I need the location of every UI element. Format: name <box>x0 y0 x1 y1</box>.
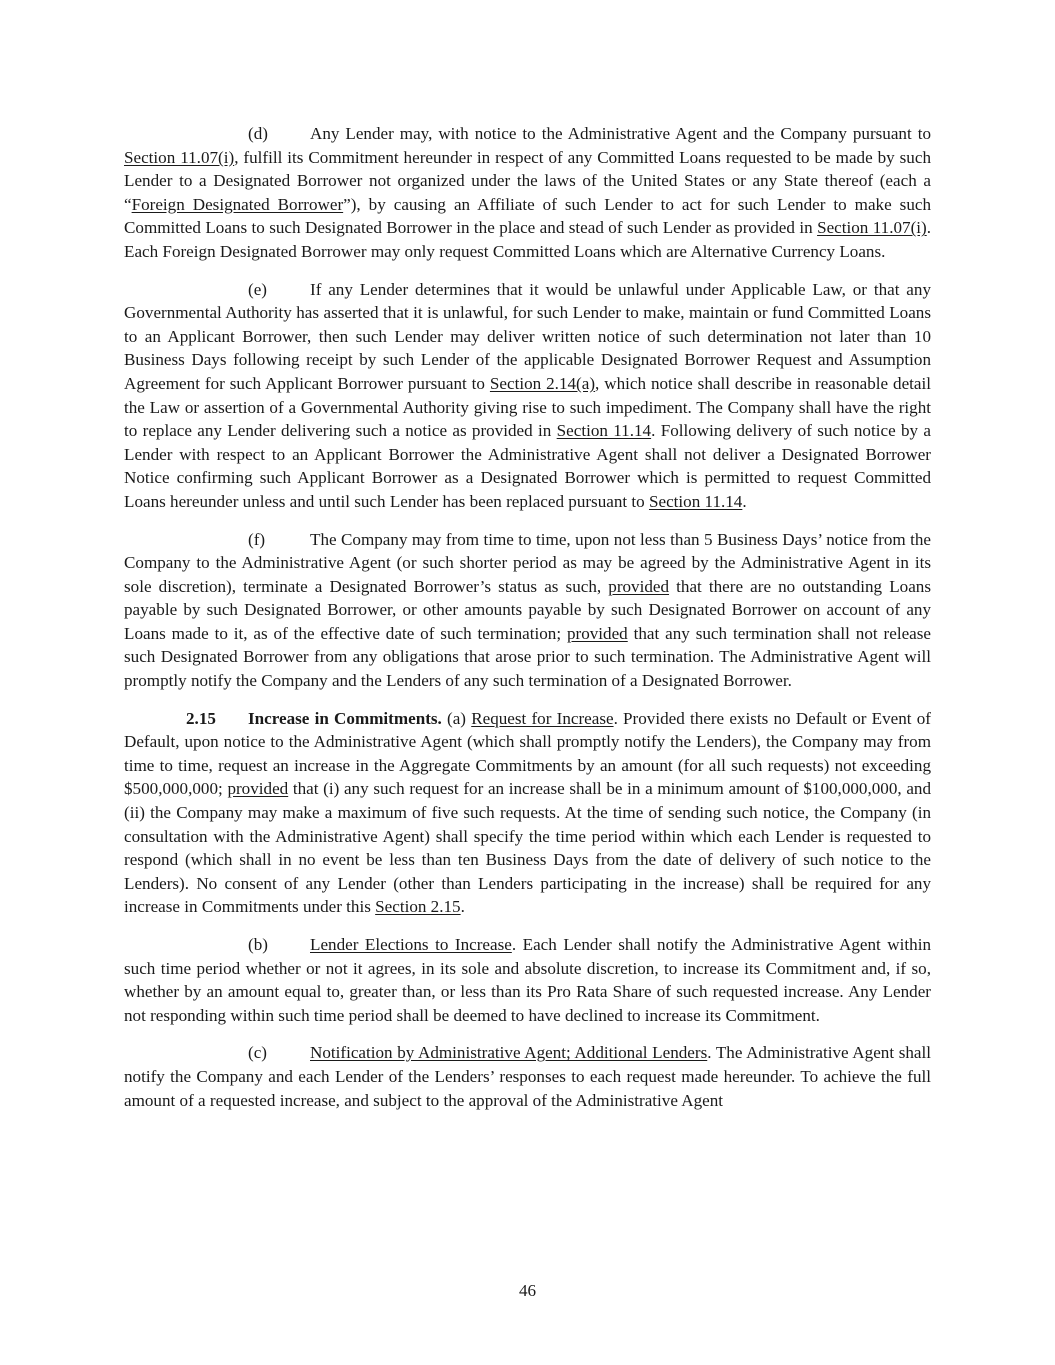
provided-term: provided <box>566 623 628 643</box>
section-reference: Section 2.15 <box>375 897 461 917</box>
section-reference: Section 11.14 <box>648 491 743 511</box>
section-title: Increase in Commitments. <box>248 708 442 728</box>
paragraph-label: (b) <box>248 935 268 954</box>
subsection-heading: Request for Increase <box>471 708 614 728</box>
paragraph-label: (c) <box>248 1043 267 1063</box>
paragraph-label: (d) <box>248 124 268 143</box>
section-reference: Section 11.07(i) <box>124 147 235 167</box>
section-reference: Section 11.07(i) <box>817 218 927 238</box>
provided-term: provided <box>227 779 289 799</box>
section-2-15: 2.15 Increase in Commitments. (a) Request for Increase. Provided there exists no Default or Event of Default, upon notice to the Administrative Agent (which shall promptly notify the Lenders), the Company may from time to time, request an increase in the Aggregate Commitments by an amount (for all such requests) not exceeding $500,000,000; provided that (i) any such request for an increase shall be in a minimum amount of $100,000,000, and (ii) the Company may make a maximum of five such requests. At the time of sending such notice, the Company (in consultation with the Administrative Agent) shall specify the time period within which each Lender is requested to respond (which shall in no event be less than ten Business Days from the date of delivery of such notice to the Lenders). No consent of any Lender (other than Lenders participating in the increase) shall be required for any increase in Commitments under this Section 2.15. <box>124 708 931 917</box>
section-number: 2.15 <box>186 708 216 728</box>
section-reference: Section 11.14 <box>556 421 652 441</box>
paragraph-f: (f) The Company may from time to time, upon not less than 5 Business Days’ notice from the Company to the Administrative Agent (or such shorter period as may be agreed by the Administrative Agent in its sole discretion), terminate a Designated Borrower’s status as such, provided that there are no outstanding Loans payable by such Designated Borrower, or other amounts payable by such Designated Borrower on account of any Loans made to it, as of the effective date of such termination; provided that any such termination shall not release such Designated Borrower from any obligations that arose prior to such termination. The Administrative Agent will promptly notify the Company and the Lenders of any such termination of a Designated Borrower. <box>124 529 931 691</box>
subsection-heading: Notification by Administrative Agent; Additional Lenders <box>310 1043 708 1063</box>
provided-term: provided <box>608 576 670 596</box>
paragraph-e: (e) If any Lender determines that it would be unlawful under Applicable Law, or that any Governmental Authority has asserted that it is unlawful, for such Lender to make, maintain or fund Committed Loans to an Applicant Borrower, then such Lender may deliver written notice of such determination not later than 10 Business Days following receipt by such Lender of the applicable Designated Borrower Request and Assumption Agreement for such Applicant Borrower pursuant to Section 2.14(a), which notice shall describe in reasonable detail the Law or assertion of a Governmental Authority giving rise to such impediment. The Company shall have the right to replace any Lender delivering such a notice as provided in Section 11.14. Following delivery of such notice by a Lender with respect to an Applicant Borrower the Administrative Agent shall not deliver a Designated Borrower Notice confirming such Applicant Borrower as a Designated Borrower which is permitted to request Committed Loans hereunder unless and until such Lender has been replaced pursuant to Section 11.14. <box>124 279 932 511</box>
paragraph-b: (b) Lender Elections to Increase. Each Lender shall notify the Administrative Agent within such time period whether or not it agrees, in its sole and absolute discretion, to increase its Commitment and, if so, whether by an amount equal to, greater than, or less than its Pro Rata Share of such requested increase. Any Lender not responding within such time period shall be deemed to have declined to increase its Commitment. <box>124 935 931 1025</box>
paragraph-d: (d) Any Lender may, with notice to the Administrative Agent and the Company pursuant to Section 11.07(i), fulfill its Commitment hereunder in respect of any Committed Loans requested to be made by such Lender to a Designated Borrower not organized under the laws of the United States or any State thereof (each a “Foreign Designated Borrower”), by causing an Affiliate of such Lender to act for such Lender to make such Committed Loans to such Designated Borrower in the place and stead of such Lender as provided in Section 11.07(i). Each Foreign Designated Borrower may only request Committed Loans which are Alternative Currency Loans. <box>124 124 931 261</box>
paragraph-label: (e) <box>248 279 267 299</box>
section-reference: Section 2.14(a) <box>489 373 596 393</box>
document-page <box>124 122 931 1126</box>
paragraph-label: (f) <box>248 529 266 549</box>
paragraph-c: (c) Notification by Administrative Agent; Additional Lenders. The Administrative Agent shall notify the Company and each Lender of the Lenders’ responses to each request made hereunder. To achieve the full amount of a requested increase, and subject to the approval of the Administrative Agent <box>124 1043 931 1110</box>
subsection-heading: Lender Elections to Increase <box>310 935 512 954</box>
defined-term: Foreign Designated Borrower <box>131 194 344 214</box>
page-number: 46 <box>518 1281 537 1300</box>
